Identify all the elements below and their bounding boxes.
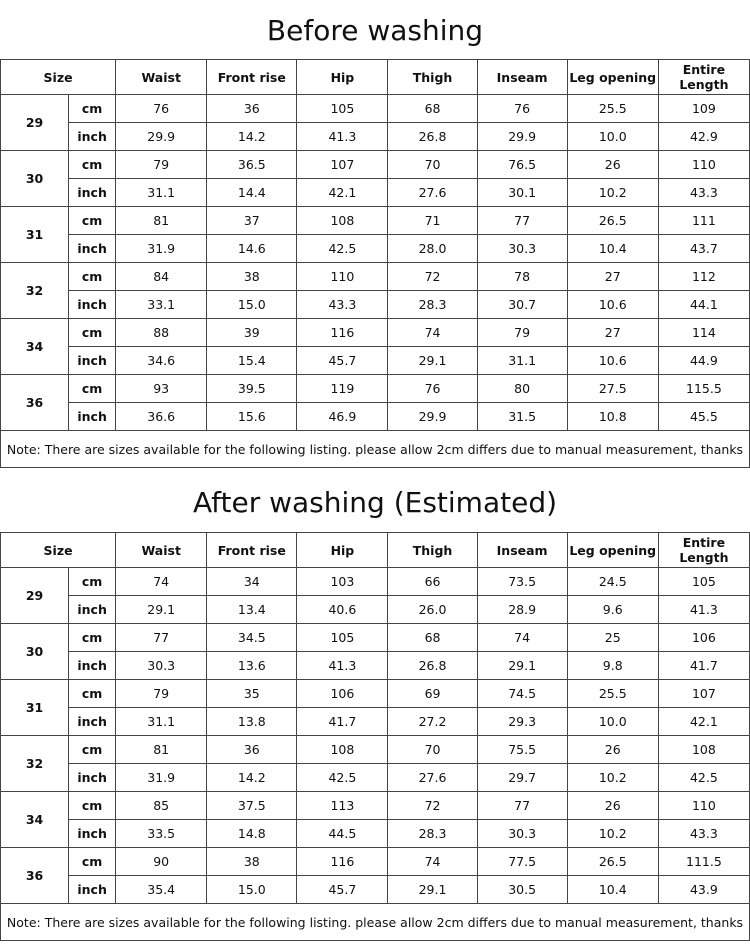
- unit-label: cm: [69, 680, 116, 708]
- measurement-cell: 29.7: [477, 764, 567, 792]
- table-row: [1, 596, 750, 624]
- header-cell: Waist: [116, 533, 207, 568]
- unit-label: inch: [69, 123, 116, 151]
- table-row: [1, 123, 750, 151]
- unit-label: cm: [69, 207, 116, 235]
- table-row: [1, 179, 750, 207]
- measurement-cell: 40.6: [297, 596, 388, 624]
- measurement-cell: 76: [116, 95, 207, 123]
- measurement-cell: 42.5: [658, 764, 749, 792]
- measurement-cell: 29.9: [477, 123, 567, 151]
- measurement-cell: 29.1: [116, 596, 207, 624]
- measurement-cell: 78: [477, 263, 567, 291]
- measurement-cell: 68: [388, 624, 477, 652]
- header-row: [1, 60, 750, 95]
- size-label: 31: [1, 680, 69, 736]
- measurement-cell: 31.1: [116, 179, 207, 207]
- table-row: [1, 95, 750, 123]
- table-row: [1, 680, 750, 708]
- note-row: [1, 431, 750, 468]
- measurement-cell: 116: [297, 319, 388, 347]
- unit-label: inch: [69, 179, 116, 207]
- measurement-cell: 45.7: [297, 876, 388, 904]
- measurement-cell: 108: [297, 207, 388, 235]
- measurement-cell: 27.5: [567, 375, 658, 403]
- measurement-cell: 10.2: [567, 179, 658, 207]
- header-cell: Leg opening: [567, 533, 658, 568]
- size-label: 32: [1, 736, 69, 792]
- measurement-cell: 79: [116, 151, 207, 179]
- header-size: Size: [1, 533, 116, 568]
- measurement-cell: 31.1: [116, 708, 207, 736]
- measurement-cell: 15.4: [207, 347, 297, 375]
- measurement-cell: 27.2: [388, 708, 477, 736]
- size-label: 30: [1, 624, 69, 680]
- measurement-cell: 14.4: [207, 179, 297, 207]
- measurement-cell: 27.6: [388, 179, 477, 207]
- measurement-cell: 14.2: [207, 764, 297, 792]
- header-cell: Entire Length: [658, 60, 749, 95]
- measurement-cell: 79: [477, 319, 567, 347]
- measurement-cell: 42.9: [658, 123, 749, 151]
- measurement-cell: 26.5: [567, 848, 658, 876]
- measurement-cell: 29.1: [477, 652, 567, 680]
- measurement-cell: 31.9: [116, 764, 207, 792]
- header-row: [1, 533, 750, 568]
- measurement-cell: 36.5: [207, 151, 297, 179]
- header-cell: Inseam: [477, 533, 567, 568]
- measurement-cell: 9.8: [567, 652, 658, 680]
- measurement-cell: 26.8: [388, 123, 477, 151]
- measurement-cell: 74: [388, 848, 477, 876]
- measurement-cell: 36: [207, 736, 297, 764]
- measurement-cell: 41.3: [297, 123, 388, 151]
- header-cell: Thigh: [388, 60, 477, 95]
- measurement-cell: 44.9: [658, 347, 749, 375]
- measurement-cell: 66: [388, 568, 477, 596]
- measurement-cell: 41.3: [658, 596, 749, 624]
- size-label: 36: [1, 848, 69, 904]
- measurement-cell: 93: [116, 375, 207, 403]
- size-label: 31: [1, 207, 69, 263]
- measurement-cell: 76: [388, 375, 477, 403]
- unit-label: inch: [69, 708, 116, 736]
- measurement-cell: 30.7: [477, 291, 567, 319]
- measurement-cell: 77.5: [477, 848, 567, 876]
- measurement-cell: 26.8: [388, 652, 477, 680]
- measurement-cell: 31.1: [477, 347, 567, 375]
- measurement-cell: 106: [297, 680, 388, 708]
- measurement-cell: 37.5: [207, 792, 297, 820]
- measurement-cell: 10.4: [567, 876, 658, 904]
- measurement-cell: 14.2: [207, 123, 297, 151]
- measurement-cell: 29.9: [388, 403, 477, 431]
- header-cell: Waist: [116, 60, 207, 95]
- measurement-cell: 10.6: [567, 347, 658, 375]
- unit-label: inch: [69, 347, 116, 375]
- header-cell: Inseam: [477, 60, 567, 95]
- measurement-cell: 112: [658, 263, 749, 291]
- measurement-cell: 31.9: [116, 235, 207, 263]
- header-size: Size: [1, 60, 116, 95]
- measurement-cell: 105: [297, 624, 388, 652]
- table-row: [1, 207, 750, 235]
- measurement-cell: 41.7: [297, 708, 388, 736]
- measurement-cell: 13.8: [207, 708, 297, 736]
- measurement-cell: 72: [388, 792, 477, 820]
- measurement-cell: 14.6: [207, 235, 297, 263]
- measurement-cell: 24.5: [567, 568, 658, 596]
- measurement-cell: 70: [388, 151, 477, 179]
- measurement-cell: 111.5: [658, 848, 749, 876]
- measurement-cell: 76.5: [477, 151, 567, 179]
- measurement-cell: 43.7: [658, 235, 749, 263]
- measurement-cell: 10.2: [567, 820, 658, 848]
- measurement-cell: 36: [207, 95, 297, 123]
- unit-label: cm: [69, 848, 116, 876]
- table-row: [1, 151, 750, 179]
- table-row: [1, 263, 750, 291]
- unit-label: inch: [69, 235, 116, 263]
- measurement-cell: 28.3: [388, 820, 477, 848]
- measurement-cell: 42.5: [297, 235, 388, 263]
- measurement-cell: 43.3: [658, 820, 749, 848]
- unit-label: cm: [69, 736, 116, 764]
- unit-label: inch: [69, 652, 116, 680]
- measurement-cell: 113: [297, 792, 388, 820]
- measurement-cell: 15.0: [207, 291, 297, 319]
- measurement-cell: 77: [477, 207, 567, 235]
- measurement-cell: 80: [477, 375, 567, 403]
- size-label: 36: [1, 375, 69, 431]
- size-label: 29: [1, 95, 69, 151]
- measurement-cell: 37: [207, 207, 297, 235]
- measurement-cell: 46.9: [297, 403, 388, 431]
- measurement-cell: 34.5: [207, 624, 297, 652]
- header-cell: Entire Length: [658, 533, 749, 568]
- unit-label: cm: [69, 375, 116, 403]
- size-label: 34: [1, 792, 69, 848]
- unit-label: inch: [69, 876, 116, 904]
- table-row: [1, 568, 750, 596]
- measurement-cell: 33.1: [116, 291, 207, 319]
- measurement-cell: 30.3: [116, 652, 207, 680]
- table-row: [1, 291, 750, 319]
- measurement-cell: 41.7: [658, 652, 749, 680]
- table-row: [1, 708, 750, 736]
- header-cell: Front rise: [207, 60, 297, 95]
- measurement-cell: 44.1: [658, 291, 749, 319]
- measurement-cell: 45.5: [658, 403, 749, 431]
- measurement-cell: 26.5: [567, 207, 658, 235]
- measurement-cell: 76: [477, 95, 567, 123]
- unit-label: cm: [69, 624, 116, 652]
- measurement-cell: 74: [477, 624, 567, 652]
- size-label: 30: [1, 151, 69, 207]
- measurement-cell: 110: [297, 263, 388, 291]
- measurement-cell: 77: [477, 792, 567, 820]
- measurement-cell: 36.6: [116, 403, 207, 431]
- measurement-cell: 81: [116, 207, 207, 235]
- measurement-cell: 43.3: [297, 291, 388, 319]
- measurement-cell: 29.9: [116, 123, 207, 151]
- size-label: 34: [1, 319, 69, 375]
- measurement-cell: 27.6: [388, 764, 477, 792]
- measurement-cell: 35.4: [116, 876, 207, 904]
- measurement-cell: 110: [658, 151, 749, 179]
- unit-label: inch: [69, 764, 116, 792]
- measurement-cell: 10.0: [567, 708, 658, 736]
- table-row: [1, 347, 750, 375]
- measurement-cell: 81: [116, 736, 207, 764]
- measurement-cell: 28.3: [388, 291, 477, 319]
- measurement-cell: 69: [388, 680, 477, 708]
- measurement-cell: 103: [297, 568, 388, 596]
- measurement-cell: 28.9: [477, 596, 567, 624]
- measurement-cell: 15.6: [207, 403, 297, 431]
- table-row: [1, 319, 750, 347]
- measurement-cell: 85: [116, 792, 207, 820]
- measurement-cell: 39.5: [207, 375, 297, 403]
- header-cell: Hip: [297, 60, 388, 95]
- header-cell: Front rise: [207, 533, 297, 568]
- measurement-cell: 42.1: [658, 708, 749, 736]
- measurement-cell: 34: [207, 568, 297, 596]
- measurement-cell: 10.2: [567, 764, 658, 792]
- measurement-cell: 90: [116, 848, 207, 876]
- measurement-cell: 44.5: [297, 820, 388, 848]
- measurement-cell: 42.1: [297, 179, 388, 207]
- measurement-cell: 25.5: [567, 680, 658, 708]
- measurement-cell: 68: [388, 95, 477, 123]
- after-washing-table: [0, 532, 750, 941]
- measurement-cell: 42.5: [297, 764, 388, 792]
- note-row: [1, 904, 750, 941]
- measurement-cell: 14.8: [207, 820, 297, 848]
- measurement-cell: 29.1: [388, 876, 477, 904]
- table-row: [1, 820, 750, 848]
- unit-label: inch: [69, 403, 116, 431]
- table-row: [1, 764, 750, 792]
- measurement-cell: 77: [116, 624, 207, 652]
- measurement-cell: 106: [658, 624, 749, 652]
- unit-label: inch: [69, 291, 116, 319]
- measurement-cell: 84: [116, 263, 207, 291]
- note-text: Note: There are sizes available for the following listing. please allow 2cm differs due to manual measurement, thanks: [1, 431, 750, 468]
- measurement-cell: 30.5: [477, 876, 567, 904]
- table-row: [1, 624, 750, 652]
- unit-label: cm: [69, 263, 116, 291]
- measurement-cell: 28.0: [388, 235, 477, 263]
- unit-label: cm: [69, 568, 116, 596]
- measurement-cell: 74: [388, 319, 477, 347]
- measurement-cell: 30.3: [477, 235, 567, 263]
- table-row: [1, 876, 750, 904]
- measurement-cell: 29.1: [388, 347, 477, 375]
- measurement-cell: 27: [567, 263, 658, 291]
- measurement-cell: 27: [567, 319, 658, 347]
- measurement-cell: 29.3: [477, 708, 567, 736]
- measurement-cell: 25.5: [567, 95, 658, 123]
- measurement-cell: 116: [297, 848, 388, 876]
- measurement-cell: 109: [658, 95, 749, 123]
- measurement-cell: 38: [207, 848, 297, 876]
- unit-label: cm: [69, 151, 116, 179]
- measurement-cell: 74: [116, 568, 207, 596]
- table-row: [1, 848, 750, 876]
- table-row: [1, 403, 750, 431]
- measurement-cell: 73.5: [477, 568, 567, 596]
- header-cell: Leg opening: [567, 60, 658, 95]
- measurement-cell: 107: [297, 151, 388, 179]
- measurement-cell: 13.6: [207, 652, 297, 680]
- unit-label: inch: [69, 596, 116, 624]
- table-row: [1, 235, 750, 263]
- measurement-cell: 43.9: [658, 876, 749, 904]
- measurement-cell: 71: [388, 207, 477, 235]
- measurement-cell: 15.0: [207, 876, 297, 904]
- measurement-cell: 34.6: [116, 347, 207, 375]
- before-washing-title: Before washing: [266, 14, 484, 47]
- measurement-cell: 25: [567, 624, 658, 652]
- measurement-cell: 26: [567, 151, 658, 179]
- after-washing-title: After washing (Estimated): [192, 486, 558, 519]
- measurement-cell: 105: [658, 568, 749, 596]
- measurement-cell: 108: [658, 736, 749, 764]
- table-row: [1, 736, 750, 764]
- measurement-cell: 43.3: [658, 179, 749, 207]
- note-text: Note: There are sizes available for the following listing. please allow 2cm differs due to manual measurement, thanks: [1, 904, 750, 941]
- unit-label: inch: [69, 820, 116, 848]
- size-label: 32: [1, 263, 69, 319]
- measurement-cell: 45.7: [297, 347, 388, 375]
- measurement-cell: 39: [207, 319, 297, 347]
- measurement-cell: 108: [297, 736, 388, 764]
- measurement-cell: 41.3: [297, 652, 388, 680]
- measurement-cell: 105: [297, 95, 388, 123]
- measurement-cell: 13.4: [207, 596, 297, 624]
- before-washing-table: [0, 59, 750, 468]
- measurement-cell: 119: [297, 375, 388, 403]
- table-row: [1, 375, 750, 403]
- measurement-cell: 33.5: [116, 820, 207, 848]
- table-row: [1, 792, 750, 820]
- measurement-cell: 26: [567, 792, 658, 820]
- measurement-cell: 88: [116, 319, 207, 347]
- measurement-cell: 26: [567, 736, 658, 764]
- measurement-cell: 75.5: [477, 736, 567, 764]
- measurement-cell: 114: [658, 319, 749, 347]
- measurement-cell: 31.5: [477, 403, 567, 431]
- measurement-cell: 30.1: [477, 179, 567, 207]
- measurement-cell: 72: [388, 263, 477, 291]
- table-row: [1, 652, 750, 680]
- measurement-cell: 110: [658, 792, 749, 820]
- header-cell: Hip: [297, 533, 388, 568]
- measurement-cell: 10.4: [567, 235, 658, 263]
- measurement-cell: 35: [207, 680, 297, 708]
- measurement-cell: 74.5: [477, 680, 567, 708]
- measurement-cell: 30.3: [477, 820, 567, 848]
- measurement-cell: 38: [207, 263, 297, 291]
- measurement-cell: 79: [116, 680, 207, 708]
- size-label: 29: [1, 568, 69, 624]
- measurement-cell: 70: [388, 736, 477, 764]
- measurement-cell: 107: [658, 680, 749, 708]
- unit-label: cm: [69, 792, 116, 820]
- unit-label: cm: [69, 95, 116, 123]
- measurement-cell: 10.8: [567, 403, 658, 431]
- unit-label: cm: [69, 319, 116, 347]
- measurement-cell: 10.6: [567, 291, 658, 319]
- measurement-cell: 10.0: [567, 123, 658, 151]
- measurement-cell: 111: [658, 207, 749, 235]
- measurement-cell: 9.6: [567, 596, 658, 624]
- measurement-cell: 115.5: [658, 375, 749, 403]
- header-cell: Thigh: [388, 533, 477, 568]
- measurement-cell: 26.0: [388, 596, 477, 624]
